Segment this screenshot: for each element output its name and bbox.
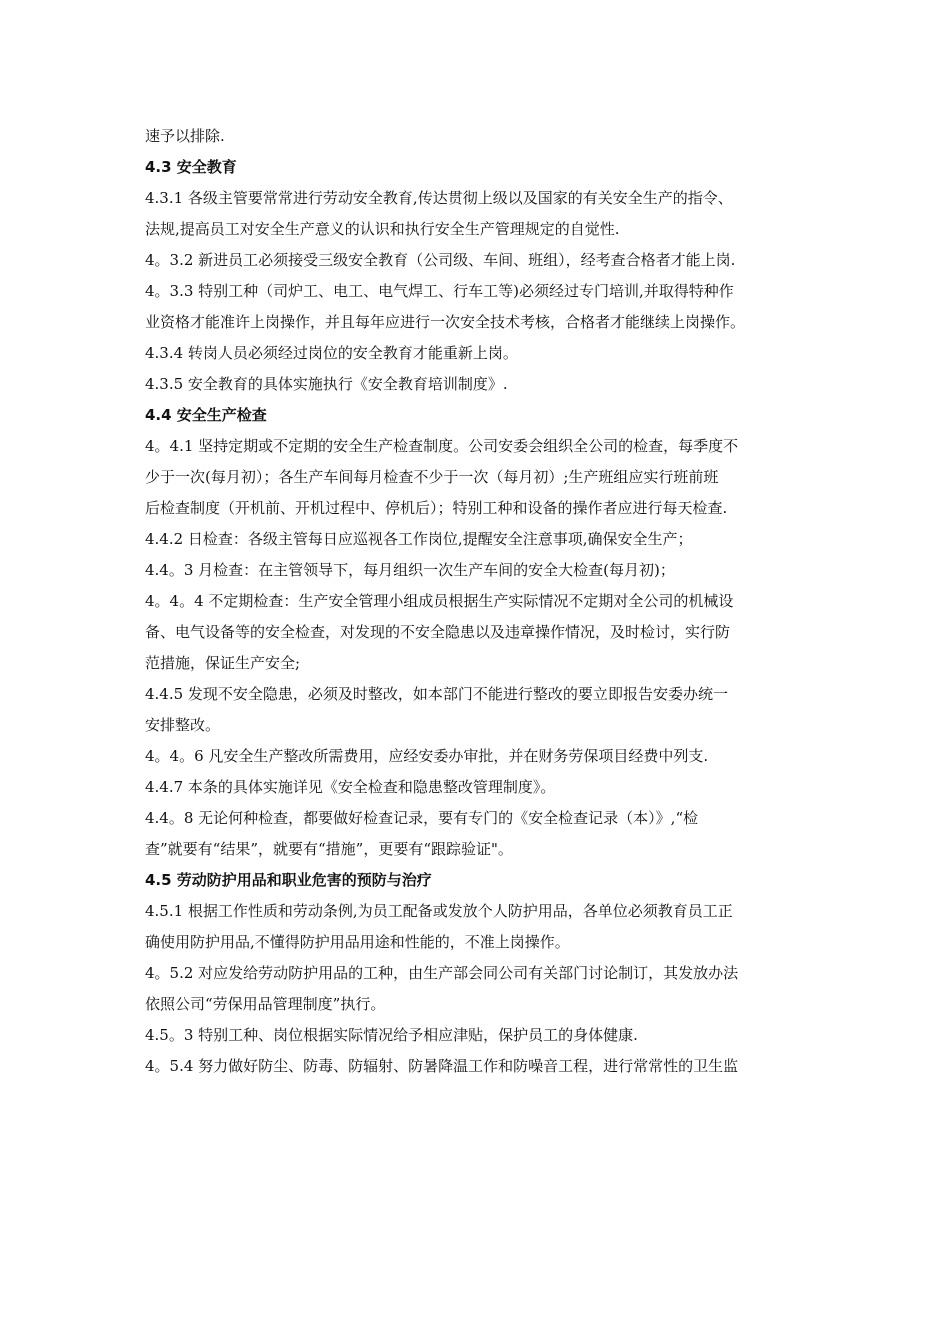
paragraph (145, 369, 810, 400)
paragraph (145, 245, 810, 276)
paragraph-line: 安排整改。 (145, 716, 221, 734)
paragraph (145, 679, 810, 741)
paragraph-line: 确使用防护用品,不懂得防护用品用途和性能的，不准上岗操作。 (145, 933, 570, 951)
paragraph-line: 速予以排除. (145, 127, 225, 145)
paragraph (145, 338, 810, 369)
paragraph-line: 4.4。8 无论何种检查，都要做好检查记录，要有专门的《安全检查记录（本）》,“检 (145, 809, 699, 827)
paragraph-line: 少于一次(每月初）；各生产车间每月检查不少于一次（每月初）;生产班组应实行班前班 (145, 468, 719, 486)
paragraph (145, 276, 810, 338)
paragraph-line: 4.3.4 转岗人员必须经过岗位的安全教育才能重新上岗。 (145, 344, 518, 362)
paragraph-line: 4。4。6 凡安全生产整改所需费用，应经安委办审批，并在财务劳保项目经费中列支. (145, 747, 709, 765)
heading-text: 4.3 安全教育 (145, 158, 237, 176)
paragraph (145, 183, 810, 245)
paragraph (145, 586, 810, 679)
paragraph-line: 法规,提高员工对安全生产意义的认识和执行安全生产管理规定的自觉性. (145, 220, 620, 238)
heading-text: 4.5 劳动防护用品和职业危害的预防与治疗 (145, 871, 432, 889)
paragraph-line: 范措施，保证生产安全; (145, 654, 301, 672)
paragraph-line: 依照公司“劳保用品管理制度”执行。 (145, 995, 386, 1013)
paragraph (145, 1020, 810, 1051)
paragraph (145, 772, 810, 803)
paragraph-line: 4.3.1 各级主管要常常进行劳动安全教育,传达贯彻上级以及国家的有关安全生产的指令、 (145, 189, 733, 207)
heading-text: 4.4 安全生产检查 (145, 406, 267, 424)
section-heading (145, 152, 810, 183)
paragraph-line: 业资格才能准许上岗操作，并且每年应进行一次安全技术考核，合格者才能继续上岗操作。 (145, 313, 746, 331)
paragraph-line: 4。4.1 坚持定期或不定期的安全生产检查制度。公司安委会组织全公司的检查，每季度不 (145, 437, 739, 455)
section-heading (145, 865, 810, 896)
paragraph-line: 4。4。4 不定期检查：生产安全管理小组成员根据生产实际情况不定期对全公司的机械设 (145, 592, 734, 610)
paragraph (145, 431, 810, 524)
paragraph-line: 4.4.2 日检查：各级主管每日应巡视各工作岗位,提醒安全注意事项,确保安全生产； (145, 530, 693, 548)
paragraph-line: 4。5.2 对应发给劳动防护用品的工种，由生产部会同公司有关部门讨论制订，其发放办法 (145, 964, 739, 982)
paragraph (145, 741, 810, 772)
paragraph-line: 4.4。3 月检查：在主管领导下，每月组织一次生产车间的安全大检查(每月初)； (145, 561, 675, 579)
paragraph-line: 4.5.1 根据工作性质和劳动条例,为员工配备或发放个人防护用品，各单位必须教育员工正 (145, 902, 733, 920)
paragraph (145, 555, 810, 586)
section-heading (145, 400, 810, 431)
paragraph (145, 958, 810, 1020)
paragraph-line: 备、电气设备等的安全检查，对发现的不安全隐患以及违章操作情况，及时检讨，实行防 (145, 623, 731, 641)
document-page (145, 121, 810, 1082)
paragraph-line: 4.4.7 本条的具体实施详见《安全检查和隐患整改管理制度》。 (145, 778, 556, 796)
paragraph-line: 后检查制度（开机前、开机过程中、停机后）；特别工种和设备的操作者应进行每天检查. (145, 499, 728, 517)
paragraph-line: 4。3.3 特别工种（司炉工、电工、电气焊工、行车工等)必须经过专门培训,并取得特种作 (145, 282, 734, 300)
paragraph-line: 查”就要有“结果”，就要有“措施”，更要有“跟踪验证"。 (145, 840, 513, 858)
paragraph (145, 121, 810, 152)
paragraph-line: 4.4.5 发现不安全隐患，必须及时整改，如本部门不能进行整改的要立即报告安委办统一 (145, 685, 728, 703)
paragraph-line: 4。3.2 新进员工必须接受三级安全教育（公司级、车间、班组），经考查合格者才能上岗. (145, 251, 736, 269)
paragraph-line: 4.3.5 安全教育的具体实施执行《安全教育培训制度》. (145, 375, 508, 393)
paragraph (145, 803, 810, 865)
paragraph (145, 1051, 810, 1082)
paragraph (145, 524, 810, 555)
paragraph-line: 4.5。3 特别工种、岗位根据实际情况给予相应津贴，保护员工的身体健康. (145, 1026, 638, 1044)
paragraph-line: 4。5.4 努力做好防尘、防毒、防辐射、防暑降温工作和防噪音工程，进行常常性的卫生监 (145, 1057, 739, 1075)
paragraph (145, 896, 810, 958)
